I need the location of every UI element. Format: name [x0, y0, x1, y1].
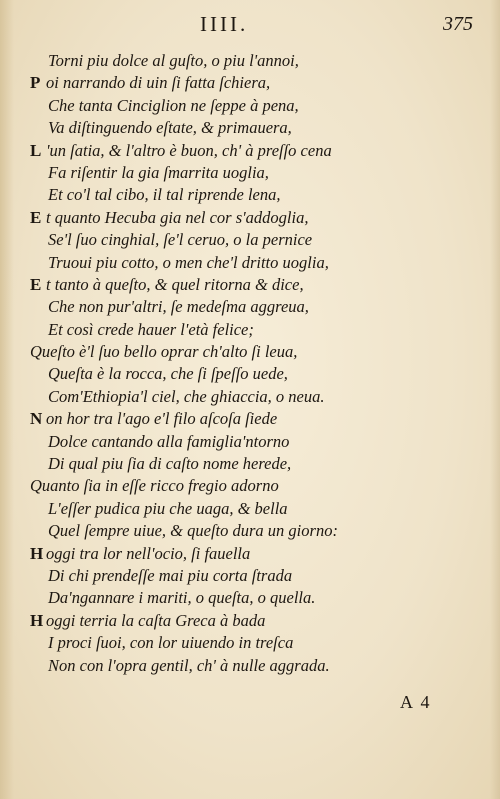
- verse-line: [30, 587, 490, 609]
- verse-line: [30, 408, 490, 430]
- verse-line: [30, 274, 490, 296]
- verse-text: Non con l'opra gentil, ch' à nulle aggrada.: [48, 655, 330, 675]
- verse-block: [30, 50, 490, 677]
- verse-text: on hor tra l'ago e'l filo aſcoſa ſiede: [46, 409, 278, 429]
- stanza-initial: E: [30, 274, 42, 294]
- verse-line: [30, 95, 490, 117]
- verse-line: [30, 140, 490, 162]
- verse-text: 'un ſatia, & l'altro è buon, ch' à preſſo cena: [46, 140, 332, 160]
- verse-line: [30, 363, 490, 385]
- verse-text: I proci ſuoi, con lor uiuendo in treſca: [48, 633, 294, 653]
- verse-text: oggi tra lor nell'ocio, ſi fauella: [46, 543, 251, 563]
- verse-text: Queſta è la rocca, che ſi ſpeſſo uede,: [48, 364, 288, 384]
- verse-line: [30, 184, 490, 206]
- page-header: [0, 10, 500, 40]
- verse-text: Torni piu dolce al guſto, o piu l'annoi,: [48, 51, 299, 70]
- verse-text: Quel ſempre uiue, & queſto dura un giorno:: [48, 521, 338, 541]
- stanza-initial: L: [30, 140, 42, 160]
- verse-line: [30, 543, 490, 565]
- verse-line: [30, 498, 490, 520]
- verse-line: [30, 117, 490, 139]
- stanza-initial: H: [30, 610, 44, 630]
- verse-line: [30, 520, 490, 542]
- stanza-initial: E: [30, 207, 42, 227]
- verse-text: Di chi prendeſſe mai piu corta ſtrada: [48, 565, 293, 585]
- verse-text: Et così crede hauer l'età felice;: [48, 319, 254, 339]
- verse-line: [30, 632, 490, 654]
- verse-text: Di qual piu ſia di caſto nome herede,: [48, 454, 292, 474]
- verse-line: [30, 319, 490, 341]
- verse-text: Va diſtinguendo eſtate, & primauera,: [48, 118, 292, 138]
- signature-mark: A 4: [400, 692, 432, 712]
- verse-text: Che non pur'altri, ſe medeſma aggreua,: [48, 297, 309, 317]
- verse-line: [30, 229, 490, 251]
- verse-line: [30, 162, 490, 184]
- stanza-initial: P: [30, 73, 41, 93]
- verse-line: [30, 655, 490, 677]
- verse-text: Da'ngannare i mariti, o queſta, o quella.: [48, 588, 316, 608]
- verse-line: [30, 475, 490, 497]
- verse-text: oi narrando di uin ſi fatta ſchiera,: [46, 73, 271, 93]
- verse-line: [30, 453, 490, 475]
- stanza-initial: H: [30, 543, 44, 563]
- verse-text: L'eſſer pudica piu che uaga, & bella: [48, 498, 288, 518]
- verse-text: Et co'l tal cibo, il tal riprende lena,: [48, 185, 281, 205]
- verse-text: Che tanta Cinciglion ne ſeppe à pena,: [48, 95, 299, 115]
- verse-text: t quanto Hecuba gia nel cor s'addoglia,: [46, 207, 309, 227]
- verse-text: Dolce cantando alla famiglia'ntorno: [48, 431, 290, 451]
- verse-line: [30, 386, 490, 408]
- verse-line: [30, 565, 490, 587]
- verse-line: [30, 72, 490, 94]
- verse-line: [30, 610, 490, 632]
- verse-line: [30, 50, 490, 72]
- verse-line: [30, 252, 490, 274]
- verse-text: Com'Ethiopia'l ciel, che ghiaccia, o neua.: [48, 386, 325, 406]
- verse-text: Se'l ſuo cinghial, ſe'l ceruo, o la pernice: [48, 230, 313, 250]
- verse-line: [30, 341, 490, 363]
- verse-text: Quanto ſia in eſſe ricco fregio adorno: [30, 476, 279, 496]
- verse-text: Truoui piu cotto, o men che'l dritto uoglia,: [48, 252, 329, 272]
- verse-line: [30, 296, 490, 318]
- page-edge: [490, 0, 500, 799]
- running-head: IIII.: [200, 12, 249, 36]
- page-gutter: [0, 0, 14, 799]
- stanza-initial: N: [30, 409, 43, 429]
- verse-text: Queſto è'l ſuo bello oprar ch'alto ſi leua,: [30, 342, 298, 362]
- verse-line: [30, 207, 490, 229]
- verse-text: Fa riſentir la gia ſmarrita uoglia,: [48, 162, 269, 182]
- page-number: 375: [443, 13, 473, 35]
- verse-line: [30, 431, 490, 453]
- verse-text: t tanto à queſto, & quel ritorna & dice,: [46, 274, 304, 294]
- verse-text: oggi terria la caſta Greca à bada: [46, 610, 266, 630]
